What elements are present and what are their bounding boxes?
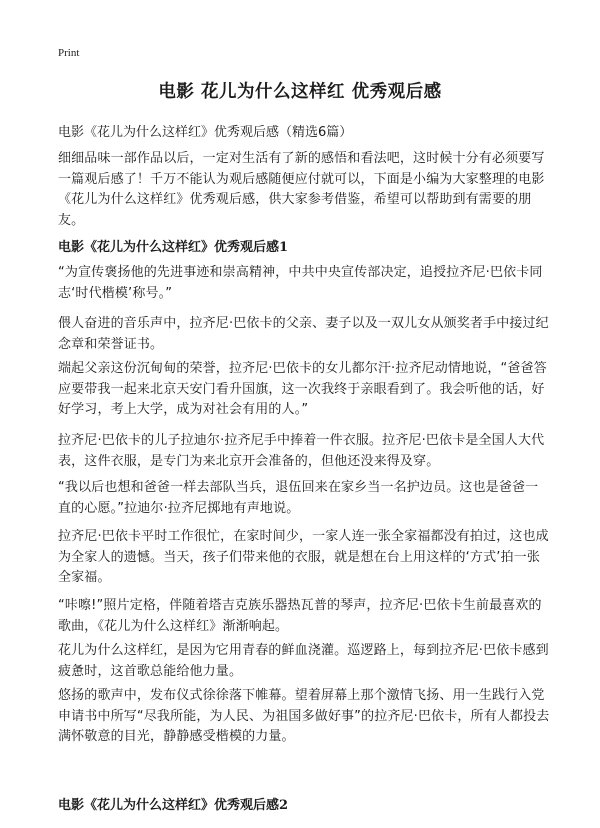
intro-paragraph: 细细品味一部作品以后，一定对生活有了新的感悟和看法吧，这时候十分有必须要写一篇观后感了！千万不能认为观后感随便应付就可以，下面是小编为大家整理的电影《花儿为什么这样红》优秀观后感，供大家参考借鉴，希望可以帮助到有需要的朋友。	[58, 151, 545, 228]
paragraph: 花儿为什么这样红，是因为它用青春的鲜血浇灌。巡逻路上，每到拉齐尼·巴依卡感到疲惫时，这首歌总能给他力量。	[58, 643, 549, 679]
paragraph: 端起父亲这份沉甸甸的荣誉，拉齐尼·巴依卡的女儿都尔汗·拉齐尼动情地说，“爸爸答应要带我一起来北京天安门看升国旗，这一次我终于亲眼看到了。我会听他的话，好好学习，考上大学，成为对社会有用的人。”	[58, 361, 547, 417]
section-heading-2: 电影《花儿为什么这样红》优秀观后感2	[58, 798, 289, 813]
paragraph: 悠扬的歌声中，发布仪式徐徐落下帷幕。望着屏幕上那个激情飞扬、用一生践行入党申请书中所写“尽我所能，为人民、为祖国多做好事”的拉齐尼·巴依卡，所有人都投去满怀敬意的目光，静静感受楷模的力量。	[58, 688, 550, 744]
paragraph: 拉齐尼·巴依卡的儿子拉迪尔·拉齐尼手中捧着一件衣服。拉齐尼·巴依卡是全国人大代表，这件衣服，是专门为来北京开会准备的，但他还没来得及穿。	[58, 433, 545, 469]
paragraph: 偎人奋进的音乐声中，拉齐尼·巴依卡的父亲、妻子以及一双儿女从颁奖者手中接过纪念章和荣誉证书。	[58, 316, 549, 352]
print-link[interactable]: Print	[58, 47, 80, 59]
paragraph: 拉齐尼·巴依卡平时工作很忙，在家时间少，一家人连一张全家福都没有拍过，这也成为全家人的遗憾。当天，孩子们带来他的衣服，就是想在台上用这样的‘方式’拍一张全家福。	[58, 529, 549, 585]
paragraph: “我以后也想和爸爸一样去部队当兵，退伍回来在家乡当一名护边员。这也是爸爸一直的心愿。”拉迪尔·拉齐尼掷地有声地说。	[58, 480, 539, 516]
paragraph: “为宣传褒扬他的先进事迹和崇高精神，中共中央宣传部决定，追授拉齐尼·巴依卡同志‘时代楷模’称号。”	[58, 265, 543, 301]
section-heading-1: 电影《花儿为什么这样红》优秀观后感1	[58, 240, 289, 255]
paragraph: “咔嚓!”照片定格，伴随着塔吉克族乐器热瓦普的琴声，拉齐尼·巴依卡生前最喜欢的歌曲，《花儿为什么这样红》渐渐响起。	[58, 598, 542, 634]
page-title: 电影 花儿为什么这样红 优秀观后感	[158, 82, 442, 102]
subtitle: 电影《花儿为什么这样红》优秀观后感（精选6篇）	[58, 125, 353, 140]
